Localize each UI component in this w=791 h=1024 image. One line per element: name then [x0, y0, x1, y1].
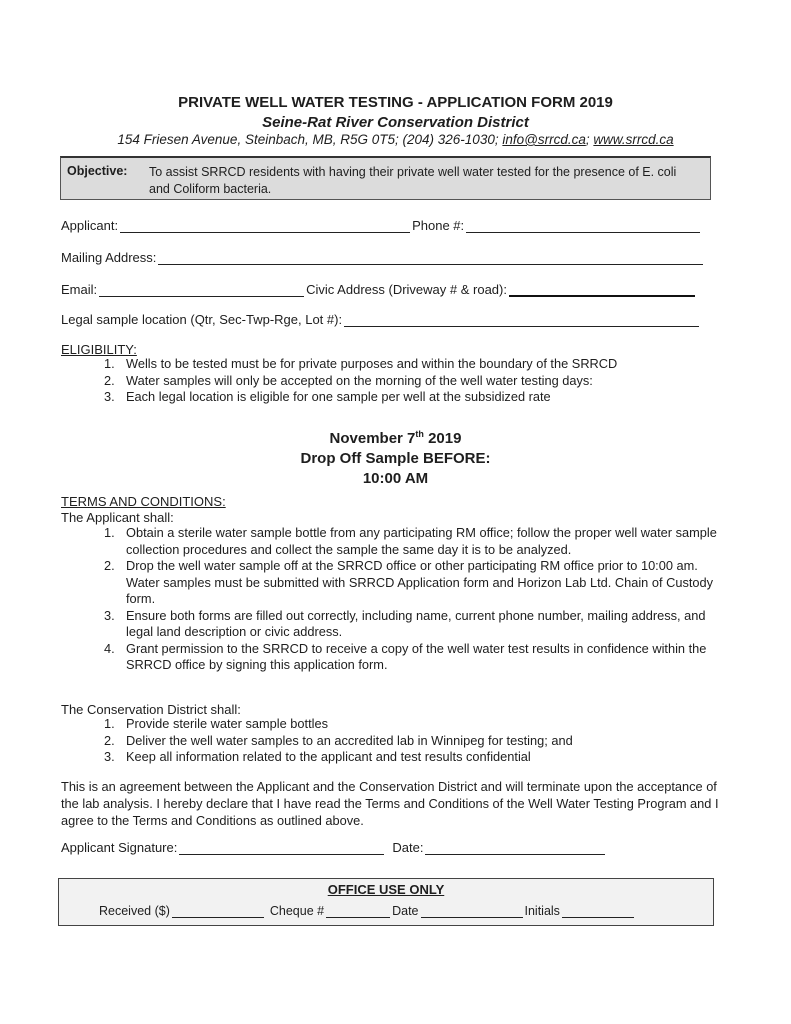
signature-date-label: Date:	[392, 840, 424, 855]
received-field[interactable]	[172, 903, 264, 918]
civic-address-label: Civic Address (Driveway # & road):	[306, 282, 507, 297]
legal-location-label: Legal sample location (Qtr, Sec-Twp-Rge, Lot #):	[61, 312, 343, 327]
organization-name: Seine-Rat River Conservation District	[262, 114, 529, 131]
district-shall-intro: The Conservation District shall:	[61, 702, 241, 717]
signature-field[interactable]	[179, 840, 384, 855]
list-item: 2. Deliver the well water samples to an accredited lab in Winnipeg for testing; and	[104, 732, 573, 748]
terms-heading: TERMS AND CONDITIONS:	[61, 494, 226, 509]
eligibility-heading: ELIGIBILITY:	[61, 342, 137, 357]
applicant-label: Applicant:	[61, 218, 119, 233]
district-terms-list	[104, 716, 724, 766]
cheque-field[interactable]	[326, 903, 390, 918]
website-link[interactable]: www.srrcd.ca	[593, 132, 674, 147]
signature-label: Applicant Signature:	[61, 840, 178, 855]
signature-date-field[interactable]	[425, 840, 605, 855]
applicant-shall-intro: The Applicant shall:	[61, 510, 174, 525]
email-link[interactable]: info@srrcd.ca	[502, 132, 586, 147]
applicant-terms-list	[104, 525, 724, 674]
cheque-label: Cheque #	[269, 904, 325, 918]
list-item: 1. Obtain a sterile water sample bottle from any participating RM office; follow the proper well water sample collection procedures and collect the sample the same day it is to be analyzed.	[104, 525, 717, 557]
office-date-label: Date	[392, 904, 419, 918]
address-text: 154 Friesen Avenue, Steinbach, MB, R5G 0T5; (204) 326-1030;	[117, 132, 499, 147]
list-item: 3. Each legal location is eligible for one sample per well at the subsidized rate	[104, 389, 551, 404]
mailing-address-row	[61, 250, 705, 265]
legal-location-row	[61, 312, 701, 327]
objective-label: Objective:	[67, 164, 128, 178]
list-item: 2. Water samples will only be accepted on the morning of the well water testing days:	[104, 372, 593, 388]
legal-location-field[interactable]	[344, 312, 699, 327]
dropoff-line: Drop Off Sample BEFORE:	[300, 450, 491, 467]
list-item: 4. Grant permission to the SRRCD to receive a copy of the well water test results in confidence within the SRRCD office by signing this application form.	[104, 640, 707, 672]
mailing-address-field[interactable]	[158, 250, 703, 265]
list-item: 3. Ensure both forms are filled out correctly, including name, current phone number, mailing address, and legal land description or civic address.	[104, 607, 706, 639]
applicant-phone-row	[61, 218, 702, 233]
phone-label: Phone #:	[412, 218, 465, 233]
signature-row	[61, 840, 607, 855]
list-item: 2. Drop the well water sample off at the SRRCD office or other participating RM office prior to 10:00 am. Water samples must be submitted with SRRCD Application form and Horizon Lab Ltd. Chain of Custody form.	[104, 558, 714, 606]
eligibility-list	[104, 356, 724, 406]
initials-field[interactable]	[562, 903, 634, 918]
mailing-address-label: Mailing Address:	[61, 250, 157, 265]
dropoff-time: 10:00 AM	[362, 470, 429, 487]
phone-field[interactable]	[466, 218, 700, 233]
applicant-field[interactable]	[120, 218, 410, 233]
agreement-text: This is an agreement between the Applicant and the Conservation District and will terminate upon the acceptance of the lab analysis. I hereby declare that I have read the Terms and Conditions of the Well Water Testing Program and I agree to the Terms and Conditions as outlined above.	[61, 779, 719, 828]
list-item: 1. Wells to be tested must be for private purposes and within the boundary of the SRRCD	[104, 356, 618, 371]
dropoff-notice	[0, 424, 791, 489]
organization-address: 154 Friesen Avenue, Steinbach, MB, R5G 0T5; (204) 326-1030; info@srrcd.ca; www.srrcd.ca	[117, 132, 674, 147]
initials-label: Initials	[524, 904, 560, 918]
list-item: 1. Provide sterile water sample bottles	[104, 716, 328, 731]
email-label: Email:	[61, 282, 98, 297]
office-use-box	[58, 878, 714, 926]
email-field[interactable]	[99, 282, 304, 297]
objective-box	[60, 156, 711, 200]
office-use-heading: OFFICE USE ONLY	[327, 882, 445, 897]
received-label: Received ($)	[99, 904, 170, 918]
office-date-field[interactable]	[421, 903, 523, 918]
objective-text: To assist SRRCD residents with having their private well water tested for the presence of E. coli and Coliform bacteria.	[149, 165, 677, 196]
list-item: 3. Keep all information related to the applicant and test results confidential	[104, 749, 531, 764]
office-fields-row	[99, 903, 636, 918]
dropoff-date: November 7th 2019	[329, 429, 462, 447]
email-civic-row	[61, 281, 697, 297]
form-title: PRIVATE WELL WATER TESTING - APPLICATION FORM 2019	[178, 94, 613, 111]
civic-address-field[interactable]	[509, 281, 695, 297]
